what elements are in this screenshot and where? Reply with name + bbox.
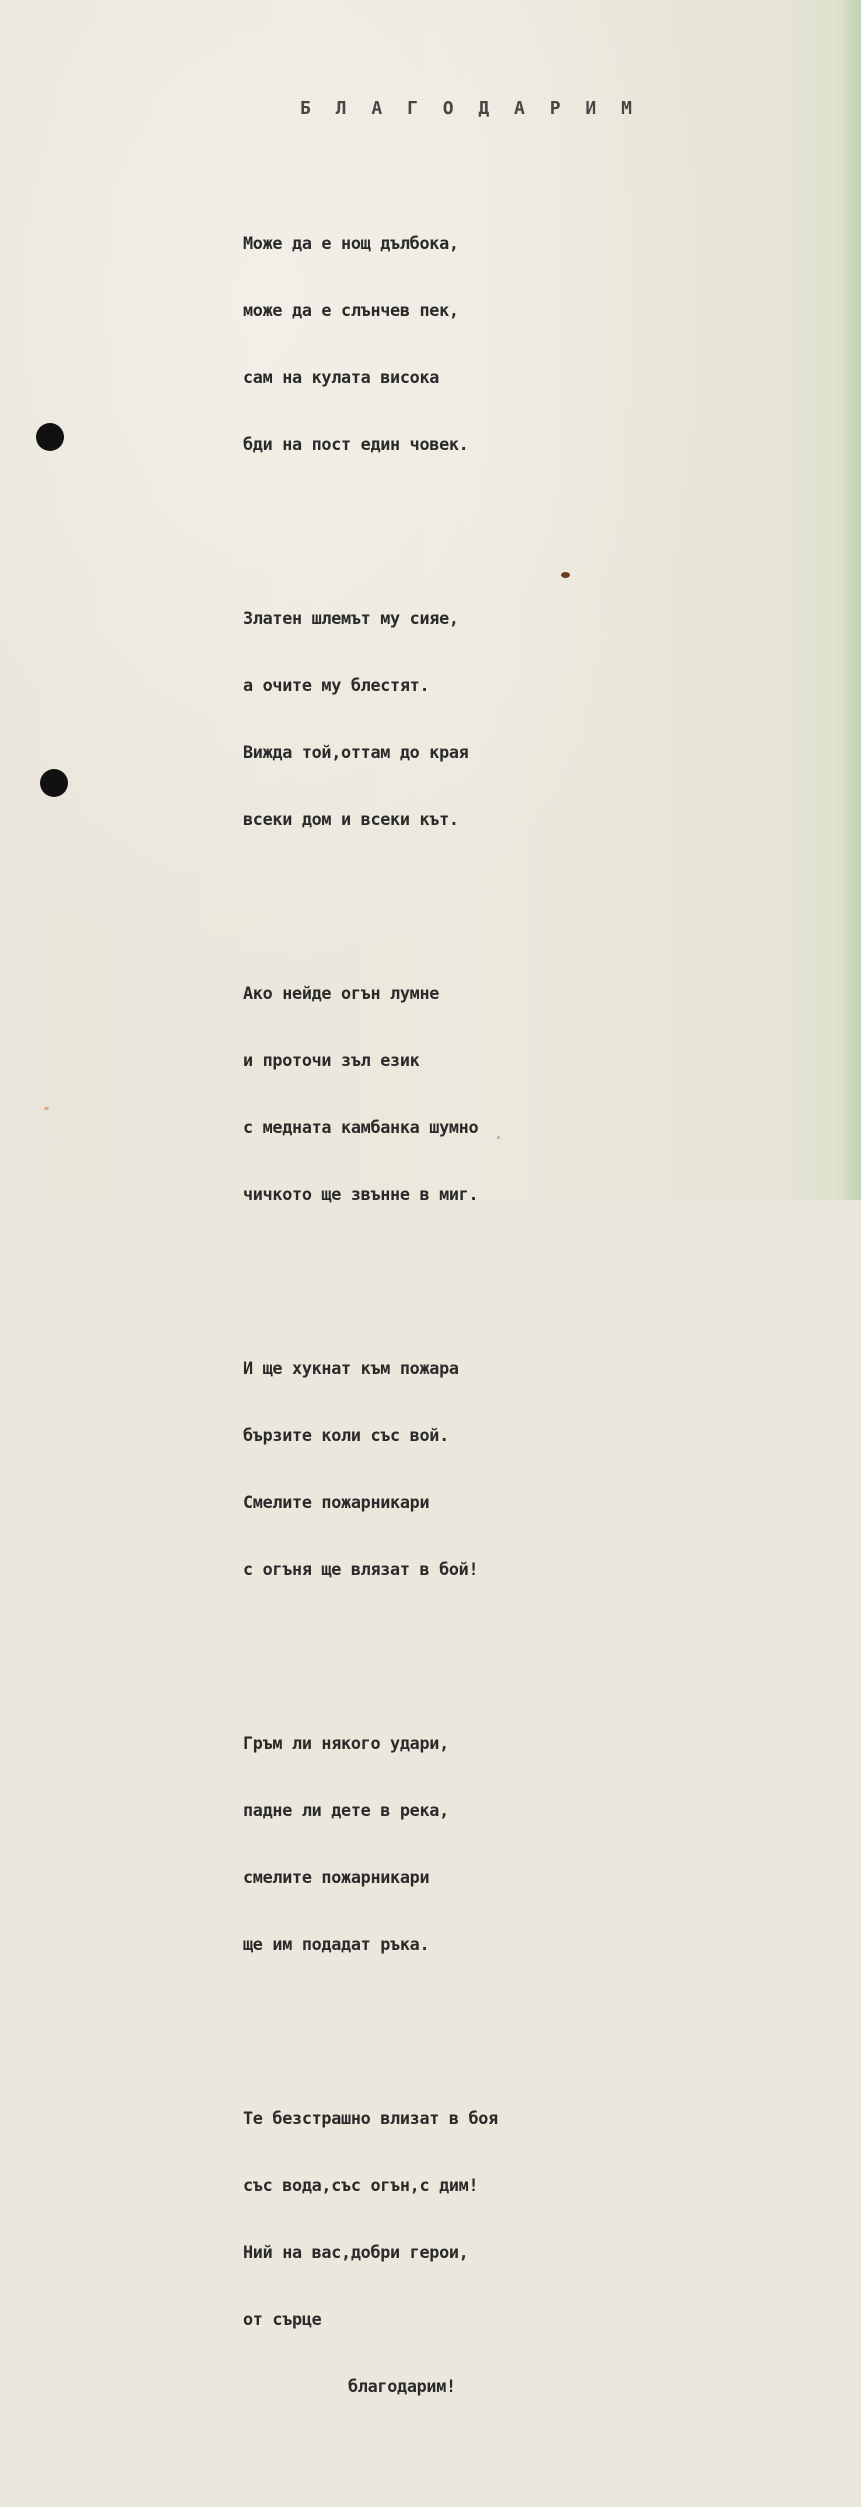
poem-line: сам на кулата висока — [243, 367, 440, 387]
ink-stain — [561, 572, 570, 578]
punch-hole-top — [36, 423, 64, 451]
poem-line: бди на пост един човек. — [243, 434, 469, 454]
poem-line: бързите коли със вой. — [243, 1425, 449, 1445]
poem-line: Златен шлемът му сияе, — [243, 608, 459, 628]
stanza — [243, 565, 498, 873]
poem-line: и проточи зъл език — [243, 1050, 420, 1070]
poem-line: Гръм ли някого удари, — [243, 1733, 449, 1753]
poem-line: със вода,със огън,с дим! — [243, 2175, 479, 2195]
poem-line: Смелите пожарникари — [243, 1492, 430, 1512]
stanza — [243, 190, 498, 498]
poem-title: Б Л А Г О Д А Р И М — [300, 98, 639, 119]
punch-hole-bottom — [40, 769, 68, 797]
poem-line: може да е слънчев пек, — [243, 300, 459, 320]
stanza — [243, 2065, 498, 2440]
poem-line: падне ли дете в река, — [243, 1800, 449, 1820]
poem-line: а очите му блестят. — [243, 675, 430, 695]
stanza — [243, 1690, 498, 1998]
poem-line: с огъня ще влязат в бой! — [243, 1559, 479, 1579]
stanza — [243, 1315, 498, 1623]
stanza — [243, 940, 498, 1248]
paper-spot — [44, 1107, 49, 1110]
poem-line: Ако нейде огън лумне — [243, 983, 440, 1003]
poem-line: Ний на вас,добри герои, — [243, 2242, 469, 2262]
poem-line: с медната камбанка шумно — [243, 1117, 479, 1137]
poem-line: Те безстрашно влизат в боя — [243, 2108, 498, 2128]
poem-line: Може да е нощ дълбока, — [243, 233, 459, 253]
paper-edge-discoloration — [843, 0, 861, 1200]
poem-line: всеки дом и всеки кът. — [243, 809, 459, 829]
poem-line: смелите пожарникари — [243, 1867, 430, 1887]
poem-line: от сърце — [243, 2309, 322, 2329]
poem-body — [243, 150, 498, 2507]
poem-line: чичкото ще звънне в миг. — [243, 1184, 479, 1204]
poem-line: И ще хукнат към пожара — [243, 1358, 459, 1378]
poem-closing-line: благодарим! — [348, 2376, 456, 2396]
poem-line: ще им подадат ръка. — [243, 1934, 430, 1954]
poem-line: Вижда той,оттам до края — [243, 742, 469, 762]
